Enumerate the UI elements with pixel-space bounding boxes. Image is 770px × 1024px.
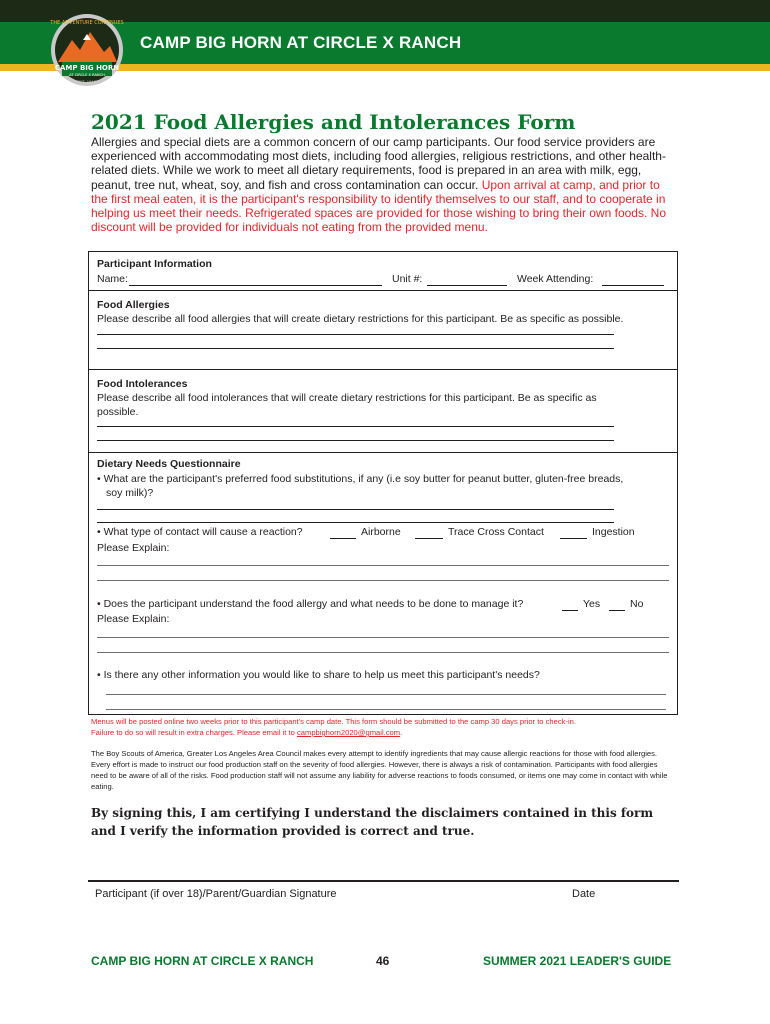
week-label: Week Attending: — [517, 273, 594, 285]
unit-label: Unit #: — [392, 273, 423, 285]
question-substitutions-1: • What are the participant's preferred food substitutions, if any (i.e soy butter for peanut butter, gluten-free breads, — [97, 473, 624, 485]
option-yes: Yes — [583, 598, 601, 610]
understanding-explain-line-1[interactable] — [97, 637, 669, 638]
allergies-instructions: Please describe all food allergies that will create dietary restrictions for this participant. Be as specific as possible. — [97, 313, 624, 325]
option-airborne: Airborne — [361, 526, 401, 538]
substitutions-answer-line-1[interactable] — [97, 509, 614, 510]
question-other-info: • Is there any other information you would like to share to help us meet this participant's needs? — [97, 669, 540, 681]
other-info-line-1[interactable] — [106, 694, 666, 695]
no-check-blank[interactable] — [609, 610, 625, 611]
header-title: CAMP BIG HORN AT CIRCLE X RANCH — [140, 33, 462, 52]
question-substitutions-2: soy milk)? — [106, 487, 154, 499]
other-info-line-2[interactable] — [106, 709, 666, 710]
section-divider — [89, 290, 677, 291]
option-no: No — [630, 598, 644, 610]
footer-guide-title: SUMMER 2021 LEADER'S GUIDE — [483, 954, 672, 968]
logo-top-text: THE ADVENTURE CONTINUES — [50, 20, 124, 26]
section-divider — [89, 369, 677, 370]
signature-label: Participant (if over 18)/Parent/Guardian Signature — [95, 888, 337, 900]
email-link[interactable]: campbighorn2020@gmail.com — [296, 728, 401, 737]
intolerances-instructions-2: possible. — [97, 406, 139, 418]
allergies-heading: Food Allergies — [97, 299, 170, 311]
unit-field[interactable] — [427, 285, 507, 286]
intolerances-heading: Food Intolerances — [97, 378, 188, 390]
option-ingestion: Ingestion — [592, 526, 635, 538]
logo-year: EST. 1946 — [78, 80, 96, 84]
menus-note: Menus will be posted online two weeks prior to this participant's camp date. This form should be submitted to the camp 30 days prior to check-in. Failure to do so will result in extra charges. Please email it to campbighorn2020@gmail.com. — [91, 717, 577, 737]
intolerances-answer-line-1[interactable] — [97, 426, 614, 427]
intolerances-instructions-1: Please describe all food intolerances that will create dietary restrictions for this participant. Be as specific as — [97, 392, 597, 404]
question-contact-type: • What type of contact will cause a reaction? — [97, 526, 303, 538]
camp-logo — [50, 10, 124, 90]
option-trace-cross-contact: Trace Cross Contact — [448, 526, 544, 538]
substitutions-answer-line-2[interactable] — [97, 522, 614, 523]
trace-check-blank[interactable] — [415, 538, 443, 539]
ingestion-check-blank[interactable] — [560, 538, 587, 539]
participant-heading: Participant Information — [97, 258, 212, 270]
signature-line[interactable] — [88, 880, 679, 882]
questionnaire-heading: Dietary Needs Questionnaire — [97, 458, 241, 470]
yes-check-blank[interactable] — [562, 610, 578, 611]
intolerances-answer-line-2[interactable] — [97, 440, 614, 441]
logo-subtitle: AT CIRCLE X RANCH — [69, 73, 105, 77]
name-field[interactable] — [129, 285, 382, 286]
intro-warning-text: Upon arrival at camp, and prior to the first meal eaten, it is the participant's responsibility to identify themselves to our staff, and to cooperate in helping us meet their needs. Refrigerated spaces are provided for those wishing to bring their own foods. No discount will be provided for individuals not eating from the provided menu. — [91, 177, 666, 235]
section-divider — [89, 452, 677, 453]
menus-note-line-1: Menus will be posted online two weeks prior to this participant's camp date. This form should be submitted to the camp 30 days prior to check-in. — [91, 717, 577, 726]
explain-label: Please Explain: — [97, 542, 170, 554]
explain-label: Please Explain: — [97, 613, 170, 625]
understanding-explain-line-2[interactable] — [97, 652, 669, 653]
certification-statement: By signing this, I am certifying I understand the disclaimers contained in this form and I verify the information provided is correct and true. — [91, 806, 654, 838]
intro-text: Allergies and special diets are a common concern of our camp participants. Our food service providers are experienced with accommodating most diets, including food allergies, religious restrictions, and other health-related diets. While we work to meet all dietary requirements, food is prepared in an area with milk, egg, peanut, tree nut, wheat, soy, and fish and cross contamination can occur. — [91, 135, 666, 192]
menus-note-line-2: Failure to do so will result in extra charges. Please email it to — [91, 728, 295, 737]
date-label: Date — [572, 888, 596, 900]
allergies-answer-line-2[interactable] — [97, 348, 614, 349]
contact-explain-line-2[interactable] — [97, 580, 669, 581]
airborne-check-blank[interactable] — [330, 538, 356, 539]
contact-explain-line-1[interactable] — [97, 565, 669, 566]
intro-paragraph — [91, 135, 676, 234]
form-box — [88, 251, 678, 715]
disclaimer-text: The Boy Scouts of America, Greater Los Angeles Area Council makes every attempt to identify ingredients that may cause allergic reactions for those with food allergies. Every effort is made to instruct our food production staff on the severity of food allergies. However, there is always a risk of contamination. Participants with food allergies need to be aware of all of the risks. Food production staff will not assume any liability for adverse reactions to foods consumed, or items one may come in contact with while eating. — [91, 749, 668, 791]
question-understanding: • Does the participant understand the food allergy and what needs to be done to manage it? — [97, 598, 524, 610]
name-label: Name: — [97, 273, 128, 285]
logo-name: CAMP BIG HORN — [54, 64, 120, 72]
page-number: 46 — [376, 954, 390, 968]
form-title: 2021 Food Allergies and Intolerances Form — [91, 110, 576, 134]
footer-camp-name: CAMP BIG HORN AT CIRCLE X RANCH — [91, 954, 314, 968]
week-field[interactable] — [602, 285, 664, 286]
allergies-answer-line-1[interactable] — [97, 334, 614, 335]
